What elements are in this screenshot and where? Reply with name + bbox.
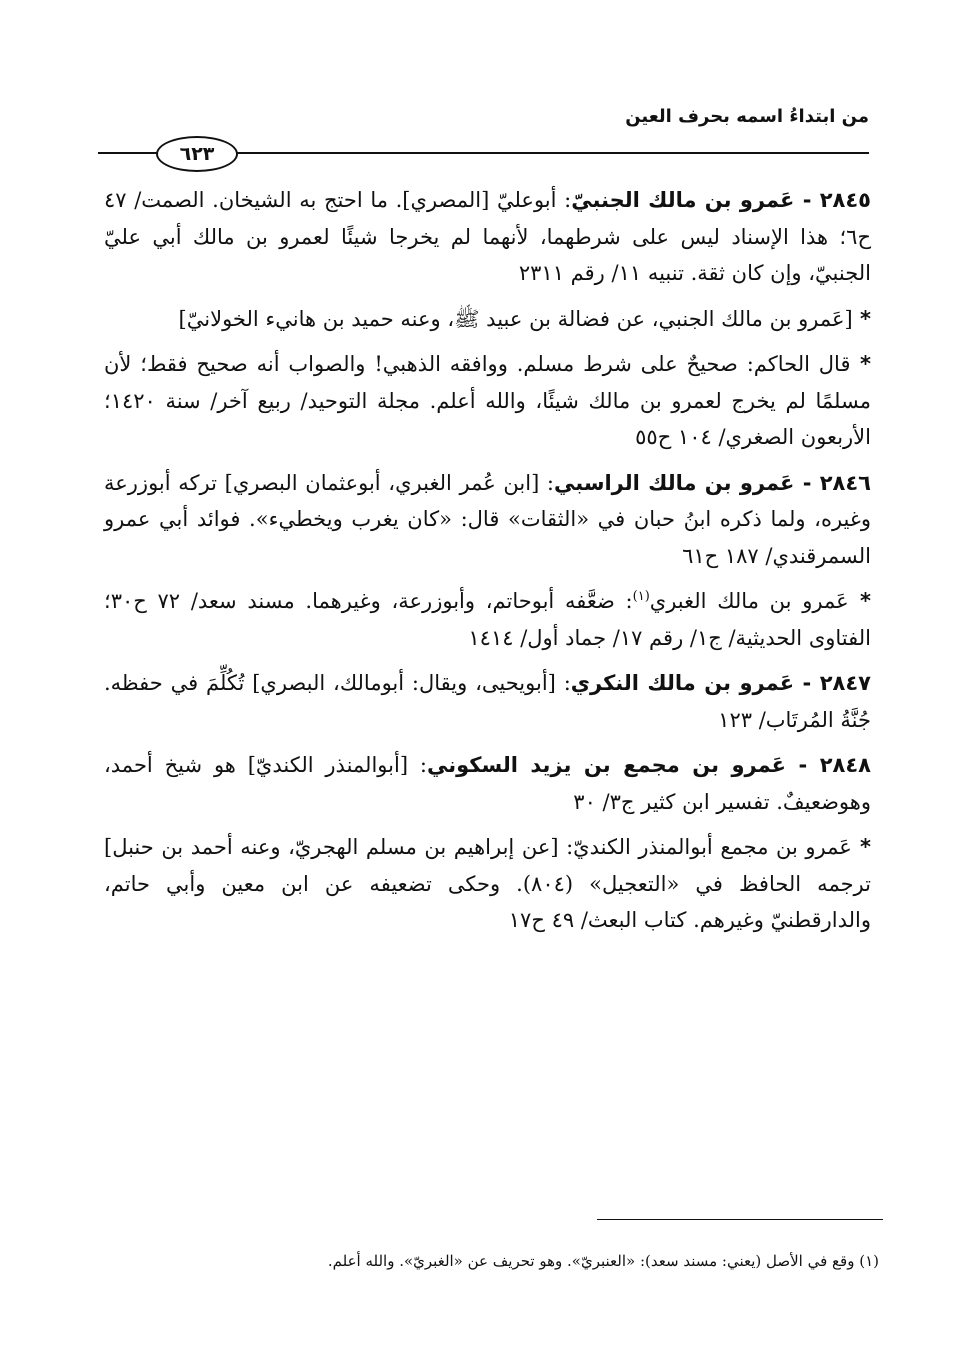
entry-text: : [أبوالمنذر الكنديّ] هو شيخ أحمد، وهوضعيفٌ. تفسير ابن كثير ج٣/ ٣٠: [104, 753, 871, 814]
entry-number: ٢٨٤٦ -: [794, 470, 871, 495]
running-header: من ابتداءُ اسمه بحرف العين: [625, 106, 869, 127]
entry-text: : ضعَّفه أبوحاتم، وأبوزرعة، وغيرهما. مسند سعد/ ٧٢ ح٣٠؛ الفتاوى الحديثية/ ج١/ رقم ١٧/ جماد أول/ ١٤١٤: [104, 589, 871, 650]
entry-text: [عَمرو بن مالك الجنبي، عن فضالة بن عبيد ﷺ، وعنه حميد بن هانيء الخولانيّ]: [178, 306, 853, 331]
asterisk-marker: *: [852, 306, 871, 331]
asterisk-marker: *: [848, 589, 871, 613]
asterisk-marker: *: [850, 352, 871, 376]
narrator-name: عَمرو بن مالك الجنبيّ: [571, 188, 795, 212]
entry-2846: [104, 465, 871, 575]
page-number: ٦٢٣: [156, 136, 238, 172]
entry-number: ٢٨٤٧ -: [794, 671, 871, 695]
entry-2845: [104, 182, 871, 292]
header-rule: [234, 152, 869, 154]
entry-number: ٢٨٤٥ -: [794, 188, 872, 212]
note-entry: [104, 583, 871, 656]
entry-text: : أبوعليّ [المصري]. ما احتج به الشيخان. الصمت/ ٤٧ ح٦؛ هذا الإسناد ليس على شرطهما، لأنهما لم يخرجا شيئًا لعمرو بن مالك أبي عليّ الجنبيّ، وإن كان ثقة. تنبيه ١١/ رقم ٢٣١١: [104, 188, 871, 285]
entry-number: ٢٨٤٨ -: [786, 753, 871, 777]
entry-text: عَمرو بن مجمع أبوالمنذر الكنديّ: [عن إبراهيم بن مسلم الهجريّ، وعنه أحمد بن حنبل] ترجمه الحافظ في «التعجيل» (٨٠٤). وحكى تضعيفه عن ابن معين وأبي حاتم، والدارقطنيّ وغيرهم. كتاب البعث/ ٤٩ ح١٧: [104, 835, 871, 932]
entry-text: عَمرو بن مالك الغبري: [649, 589, 849, 613]
asterisk-marker: *: [851, 835, 871, 859]
entry-text: : [أبويحيى، ويقال: أبومالك، البصري] تُكُلِّمَ في حفظه. جُنَّةُ المُرتَاب/ ١٢٣: [104, 671, 871, 732]
note-entry: [104, 829, 871, 939]
entry-2848: [104, 747, 871, 820]
footnote: (١) وقع في الأصل (يعني: مسند سعد): «العنبريّ». وهو تحريف عن «الغبريّ». والله أعلم.: [327, 1252, 879, 1270]
page-body: [104, 182, 871, 948]
footnote-rule: [597, 1219, 883, 1220]
entry-text: : [ابن عُمر الغبري، أبوعثمان البصري] تركه أبوزرعة وغيره، ولما ذكره ابنُ حبان في «الثقات» قال: «كان يغرب ويخطيء». فوائد أبي عمرو السمرقندي/ ١٨٧ ح٦١: [104, 470, 871, 568]
narrator-name: عَمرو بن مجمع بن يزيد السكوني: [426, 753, 787, 777]
note-entry: [104, 346, 871, 456]
header-rule-left: [98, 152, 158, 154]
entry-2847: [104, 665, 871, 738]
note-entry: [104, 301, 871, 338]
narrator-name: عَمرو بن مالك الراسبي: [554, 470, 795, 495]
narrator-name: عَمرو بن مالك النكري: [570, 671, 795, 695]
footnote-marker: (١): [632, 589, 650, 604]
entry-text: قال الحاكم: صحيحٌ على شرط مسلم. ووافقه الذهبي! والصواب أنه صحيح فقط؛ لأن مسلمًا لم يخرج لعمرو بن مالك شيئًا، والله أعلم. مجلة التوحيد/ ربيع آخر/ سنة ١٤٢٠؛ الأربعون الصغري/ ١٠٤ ح٥٥: [104, 352, 871, 449]
